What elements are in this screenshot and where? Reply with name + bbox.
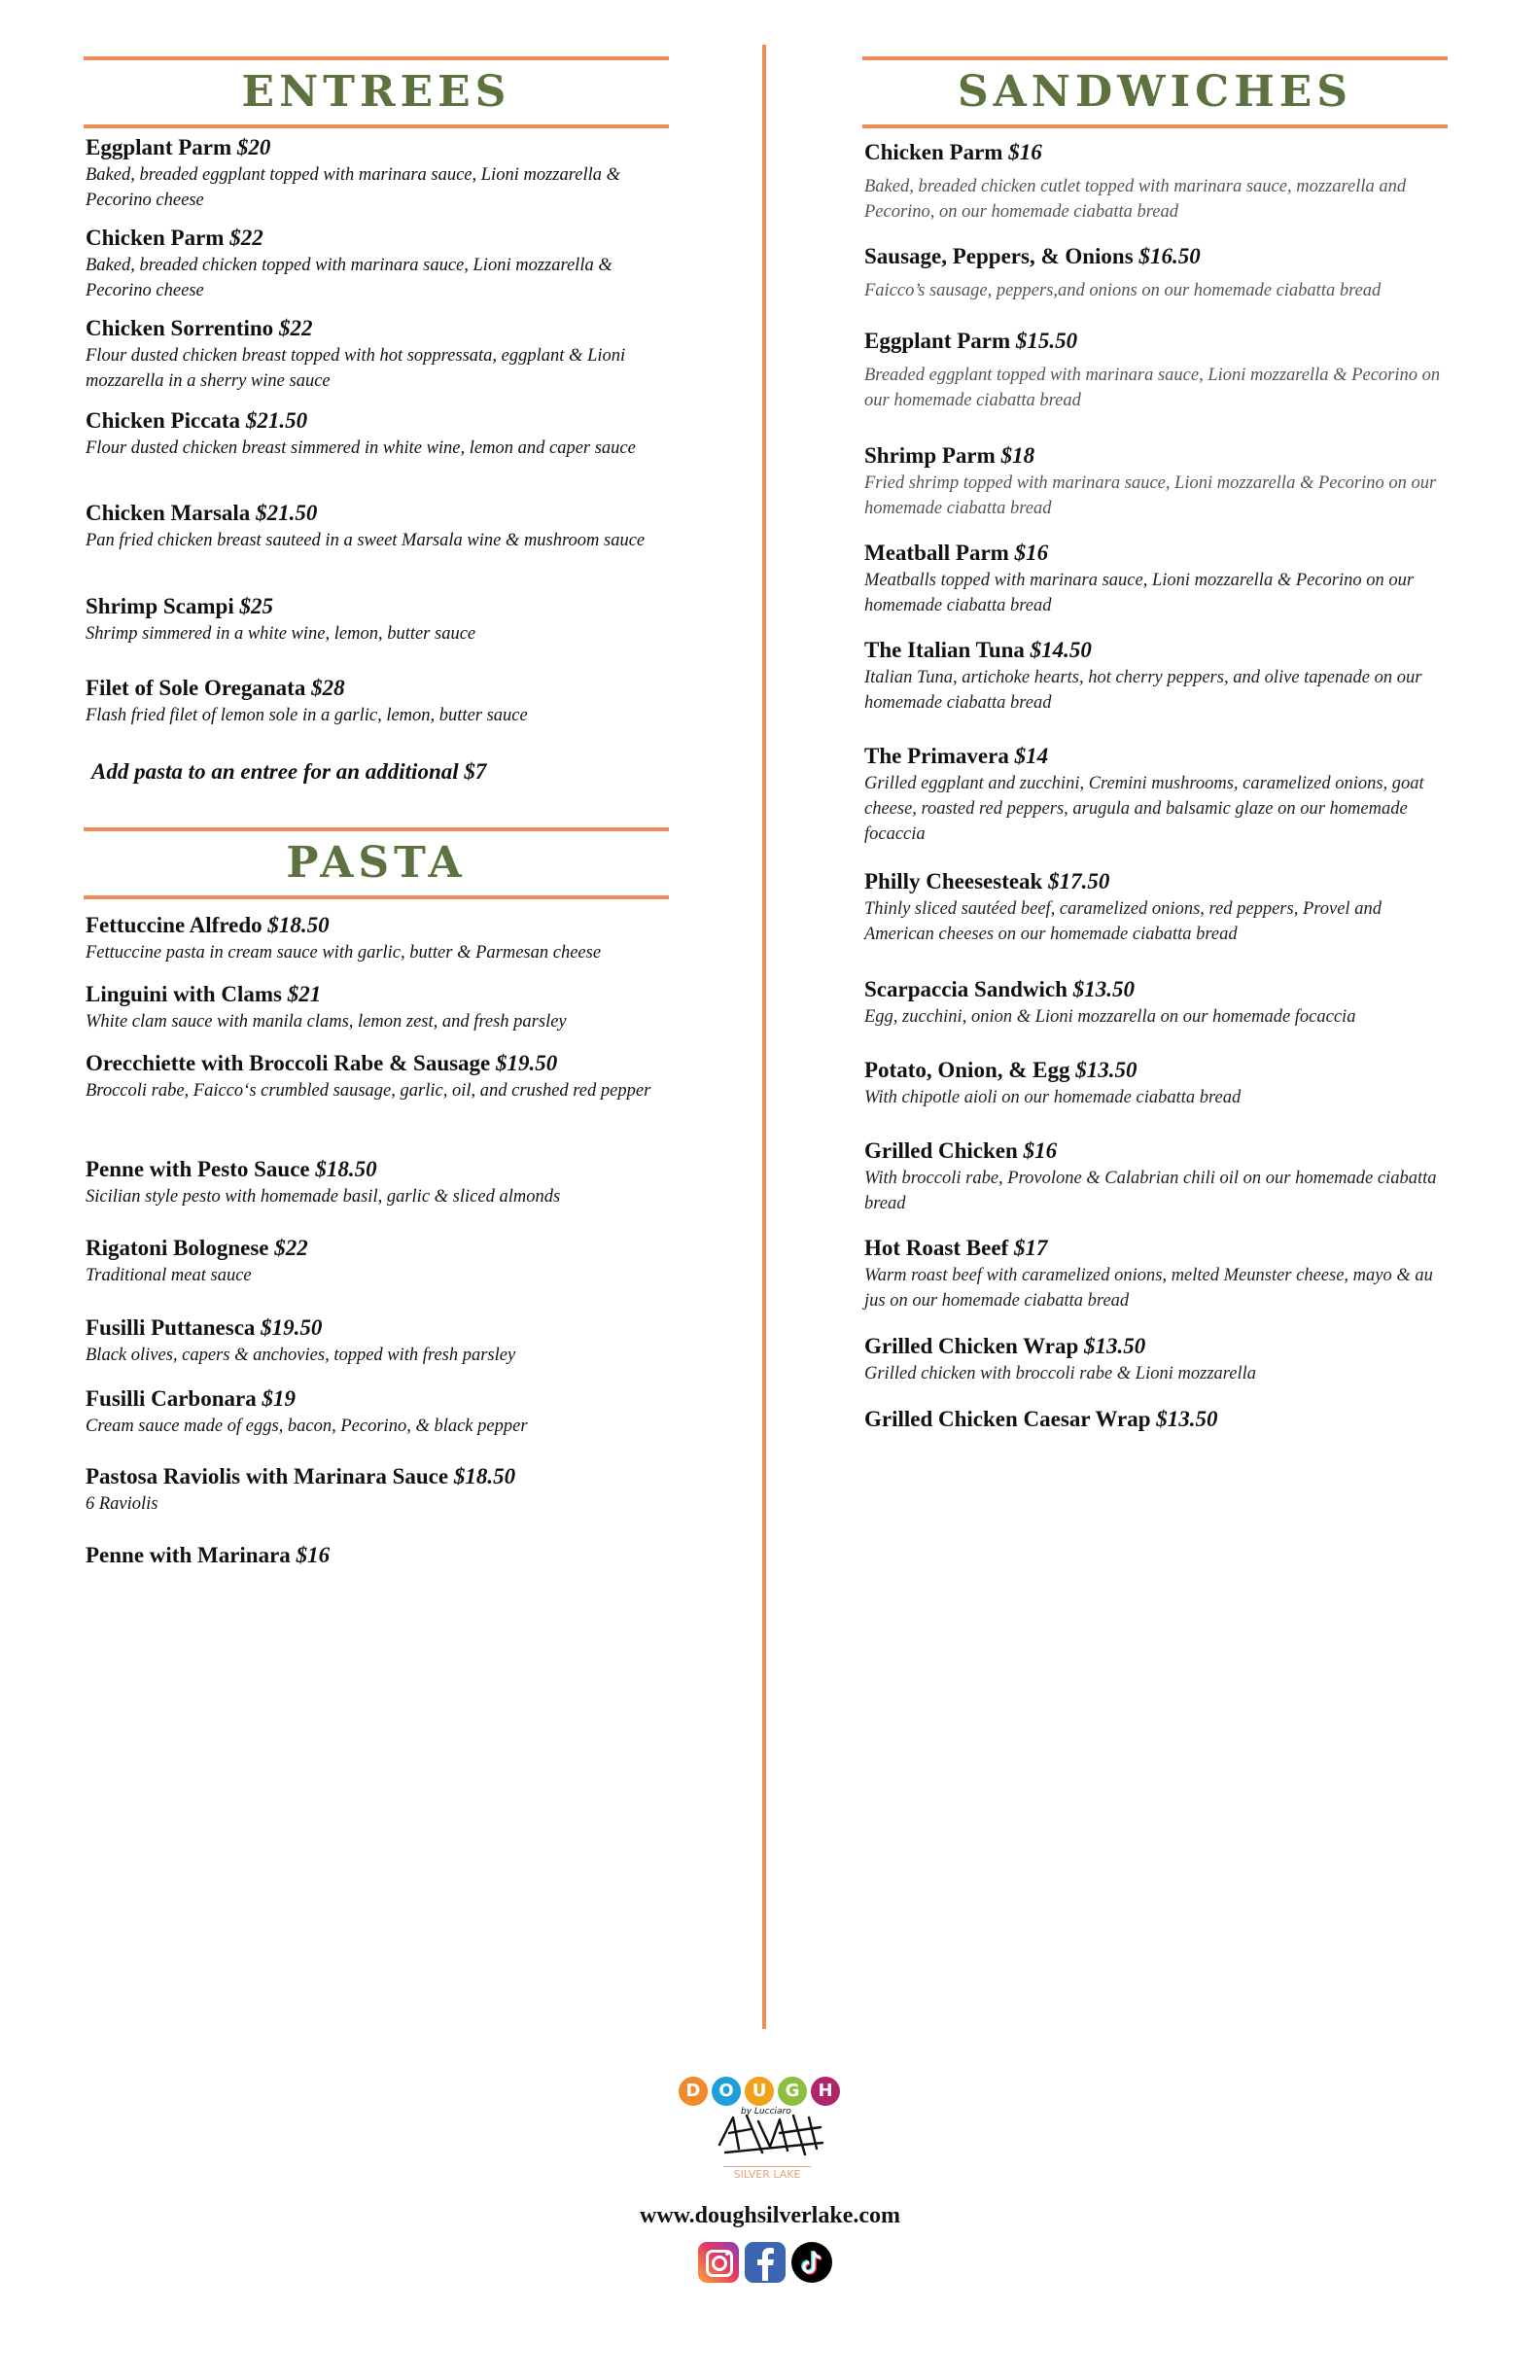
item-name: Scarpaccia Sandwich	[864, 977, 1068, 1001]
sandwich-item	[864, 1138, 1448, 1216]
item-price: $18.50	[315, 1157, 377, 1181]
pasta-item	[86, 1385, 669, 1439]
item-description: Shrimp simmered in a white wine, lemon, butter sauce	[86, 624, 476, 644]
item-name: Linguini with Clams	[86, 982, 282, 1006]
logo-letter: U	[745, 2077, 774, 2106]
item-name: Chicken Sorrentino	[86, 316, 274, 340]
item-description: Traditional meat sauce	[86, 1266, 252, 1285]
item-description: Thinly sliced sautéed beef, caramelized onions, red peppers, Provel and American cheeses on our homemade ciabatta bread	[864, 899, 1382, 944]
item-description: Italian Tuna, artichoke hearts, hot cherry peppers, and olive tapenade on our homemade ciabatta bread	[864, 668, 1422, 713]
entree-item	[86, 407, 669, 461]
item-name: Eggplant Parm	[86, 135, 232, 159]
item-price: $22	[229, 226, 263, 250]
website-link[interactable]: www.doughsilverlake.com	[639, 2203, 900, 2228]
pasta-item	[86, 912, 669, 965]
item-price: $21.50	[256, 501, 318, 525]
item-name: Shrimp Scampi	[86, 594, 234, 618]
item-name: Shrimp Parm	[864, 443, 996, 468]
item-description: Breaded eggplant topped with marinara sauce, Lioni mozzarella & Pecorino on our homemade ciabatta bread	[864, 366, 1441, 410]
item-name: Chicken Parm	[86, 226, 225, 250]
entrees-rule-bottom	[84, 124, 669, 128]
sandwich-item	[864, 1057, 1448, 1110]
tiktok-icon[interactable]	[791, 2242, 832, 2283]
item-price: $18.50	[453, 1464, 516, 1488]
item-price: $20	[236, 135, 271, 159]
item-name: Fusilli Puttanesca	[86, 1315, 256, 1340]
item-name: Fusilli Carbonara	[86, 1386, 257, 1411]
item-price: $16	[1008, 140, 1042, 164]
item-price: $22	[278, 316, 313, 340]
item-price: $28	[311, 676, 345, 700]
dough-logo	[677, 2077, 861, 2184]
sandwich-item	[864, 743, 1448, 847]
sandwich-item	[864, 442, 1448, 521]
item-price: $13.50	[1072, 977, 1135, 1001]
item-name: The Primavera	[864, 744, 1009, 768]
item-price: $16	[1014, 541, 1049, 565]
sandwiches-header	[862, 56, 1448, 128]
item-price: $16	[1023, 1138, 1058, 1163]
item-description: Flash fried filet of lemon sole in a garlic, lemon, butter sauce	[86, 706, 528, 725]
item-name: Potato, Onion, & Egg	[864, 1058, 1070, 1082]
pasta-item	[86, 1235, 669, 1288]
item-name: The Italian Tuna	[864, 638, 1025, 662]
entrees-header	[84, 56, 669, 128]
item-name: Penne with Marinara	[86, 1543, 291, 1567]
item-price: $22	[274, 1236, 308, 1260]
item-description: Baked, breaded eggplant topped with marinara sauce, Lioni mozzarella & Pecorino cheese	[86, 165, 620, 210]
logo-signature	[712, 2104, 828, 2162]
item-price: $14	[1014, 744, 1049, 768]
sandwich-item	[864, 868, 1448, 947]
facebook-icon[interactable]	[745, 2242, 786, 2283]
item-description: With broccoli rabe, Provolone & Calabrian chili oil on our homemade ciabatta bread	[864, 1169, 1437, 1213]
item-description: White clam sauce with manila clams, lemon zest, and fresh parsley	[86, 1012, 567, 1032]
entree-item	[86, 315, 669, 394]
sandwich-item	[864, 976, 1448, 1030]
item-name: Penne with Pesto Sauce	[86, 1157, 310, 1181]
item-price: $25	[239, 594, 273, 618]
item-price: $14.50	[1030, 638, 1092, 662]
item-description: Broccoli rabe, Faicco‘s crumbled sausage, garlic, oil, and crushed red pepper	[86, 1081, 651, 1101]
item-price: $13.50	[1083, 1334, 1146, 1358]
item-price: $15.50	[1015, 329, 1078, 353]
item-name: Grilled Chicken Wrap	[864, 1334, 1079, 1358]
logo-letter: D	[679, 2077, 708, 2106]
item-name: Grilled Chicken Caesar Wrap	[864, 1407, 1151, 1431]
item-name: Chicken Marsala	[86, 501, 257, 525]
item-price: $18	[1000, 443, 1035, 468]
item-name: Pastosa Raviolis with Marinara Sauce	[86, 1464, 449, 1488]
entree-item	[86, 134, 669, 213]
item-description: Flour dusted chicken breast simmered in white wine, lemon and caper sauce	[86, 438, 636, 458]
item-price: $19.50	[496, 1051, 558, 1075]
item-description: Faicco’s sausage, peppers,and onions on our homemade ciabatta bread	[864, 281, 1382, 300]
item-price: $13.50	[1075, 1058, 1138, 1082]
item-description: Flour dusted chicken breast topped with hot soppressata, eggplant & Lioni mozzarella in a sherry wine sauce	[86, 346, 626, 391]
sandwiches-title: SANDWICHES	[957, 67, 1353, 117]
pasta-item	[86, 1542, 669, 1569]
item-name: Hot Roast Beef	[864, 1236, 1009, 1260]
sandwich-item	[864, 1333, 1448, 1386]
logo-text: by Lucciaro	[741, 2107, 791, 2117]
item-price: $18.50	[267, 913, 330, 937]
item-name: Rigatoni Bolognese	[86, 1236, 269, 1260]
pasta-header	[84, 827, 669, 899]
item-description: Fried shrimp topped with marinara sauce, Lioni mozzarella & Pecorino on our homemade ciabatta bread	[864, 473, 1437, 518]
item-price: $21	[287, 982, 322, 1006]
item-price: $17	[1013, 1236, 1048, 1260]
item-name: Orecchiette with Broccoli Rabe & Sausage	[86, 1051, 491, 1075]
column-divider	[762, 45, 766, 2029]
sandwich-item	[864, 540, 1448, 618]
pasta-item	[86, 1463, 669, 1517]
item-description: Baked, breaded chicken topped with marinara sauce, Lioni mozzarella & Pecorino cheese	[86, 256, 612, 300]
item-description: Black olives, capers & anchovies, topped with fresh parsley	[86, 1346, 516, 1365]
item-description: Egg, zucchini, onion & Lioni mozzarella on our homemade focaccia	[864, 1007, 1356, 1027]
item-description: Warm roast beef with caramelized onions, melted Meunster cheese, mayo & au jus on our homemade ciabatta bread	[864, 1266, 1433, 1311]
pasta-title: PASTA	[286, 838, 467, 888]
sandwich-item	[864, 139, 1448, 225]
item-description: 6 Raviolis	[86, 1494, 158, 1514]
item-description: Fettuccine pasta in cream sauce with garlic, butter & Parmesan cheese	[86, 943, 602, 962]
item-name: Chicken Parm	[864, 140, 1003, 164]
item-description: Pan fried chicken breast sauteed in a sweet Marsala wine & mushroom sauce	[86, 531, 646, 550]
sandwich-item	[864, 1406, 1448, 1433]
pasta-addon-note: Add pasta to an entree for an additional $7	[91, 759, 487, 784]
item-price: $19.50	[261, 1315, 323, 1340]
pasta-rule-bottom	[84, 895, 669, 899]
social-icons	[698, 2242, 844, 2285]
item-description: Baked, breaded chicken cutlet topped with marinara sauce, mozzarella and Pecorino, on our homemade ciabatta bread	[864, 177, 1407, 222]
item-price: $13.50	[1156, 1407, 1218, 1431]
entrees-title: ENTREES	[241, 67, 511, 117]
pasta-item	[86, 1050, 669, 1103]
pasta-item	[86, 1156, 669, 1209]
item-description: Sicilian style pesto with homemade basil, garlic & sliced almonds	[86, 1187, 561, 1207]
sandwich-item	[864, 1235, 1448, 1313]
sandwich-item	[864, 243, 1448, 303]
item-price: $19	[262, 1386, 296, 1411]
item-name: Eggplant Parm	[864, 329, 1011, 353]
item-price: $21.50	[245, 408, 308, 433]
item-price: $16	[296, 1543, 331, 1567]
instagram-icon[interactable]	[698, 2242, 739, 2283]
entree-item	[86, 593, 669, 647]
pasta-item	[86, 981, 669, 1034]
item-description: With chipotle aioli on our homemade ciabatta bread	[864, 1088, 1242, 1107]
entree-item	[86, 675, 669, 728]
entree-item	[86, 225, 669, 303]
logo-letter: H	[811, 2077, 840, 2106]
item-price: $17.50	[1048, 869, 1110, 893]
sandwich-item	[864, 637, 1448, 716]
item-description: Grilled eggplant and zucchini, Cremini mushrooms, caramelized onions, goat cheese, roasted red peppers, arugula and balsamic glaze on our homemade focaccia	[864, 774, 1424, 844]
item-name: Philly Cheesesteak	[864, 869, 1043, 893]
item-price: $16.50	[1138, 244, 1201, 268]
item-description: Grilled chicken with broccoli rabe & Lioni mozzarella	[864, 1364, 1257, 1383]
item-description: Meatballs topped with marinara sauce, Lioni mozzarella & Pecorino on our homemade ciabatta bread	[864, 571, 1415, 615]
item-name: Filet of Sole Oreganata	[86, 676, 306, 700]
entree-item	[86, 500, 669, 553]
item-description: Cream sauce made of eggs, bacon, Pecorino, & black pepper	[86, 1417, 528, 1436]
item-name: Meatball Parm	[864, 541, 1009, 565]
pasta-item	[86, 1314, 669, 1368]
item-name: Fettuccine Alfredo	[86, 913, 262, 937]
logo-subtitle: SILVER LAKE	[723, 2166, 811, 2181]
sandwiches-rule-bottom	[862, 124, 1448, 128]
logo-letter: O	[712, 2077, 741, 2106]
item-name: Sausage, Peppers, & Onions	[864, 244, 1134, 268]
item-name: Chicken Piccata	[86, 408, 241, 433]
logo-letter: G	[778, 2077, 807, 2106]
sandwich-item	[864, 328, 1448, 413]
item-name: Grilled Chicken	[864, 1138, 1018, 1163]
